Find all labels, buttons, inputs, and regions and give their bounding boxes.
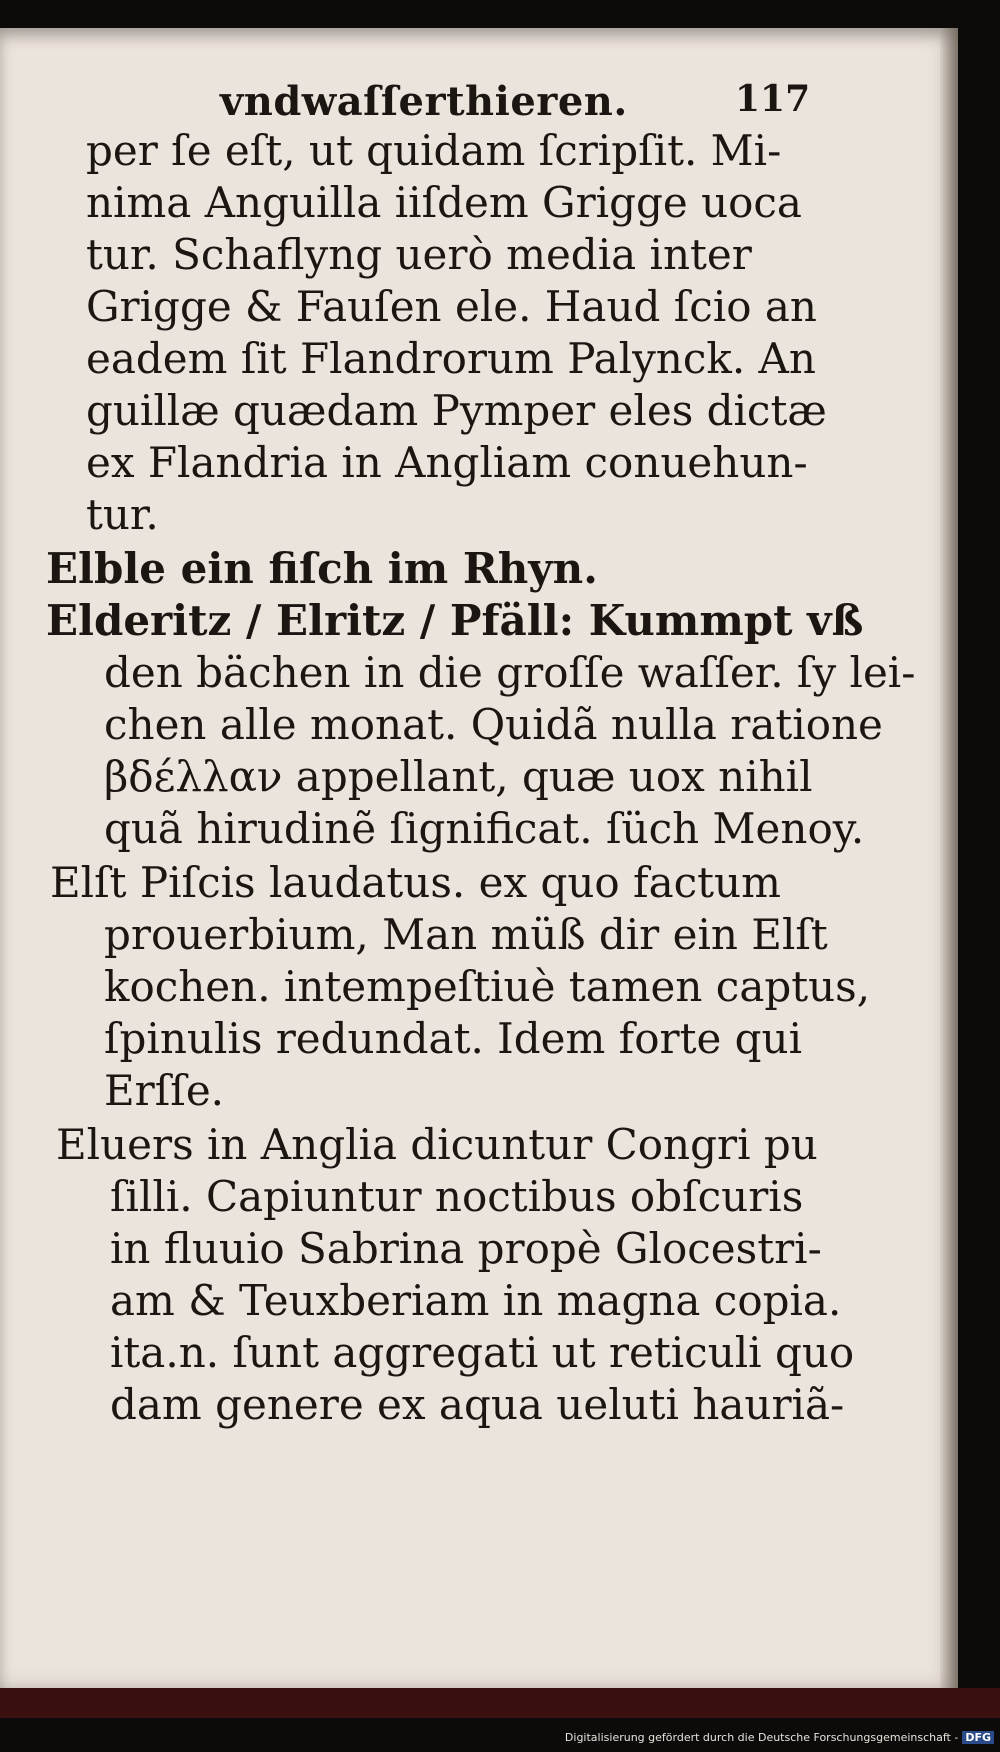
text-line: ita.n. ſunt aggregati ut reticuli quo: [110, 1328, 855, 1377]
text-line: eadem ſit Flandrorum Palynck. An: [86, 334, 816, 383]
running-header: vndwaſſerthieren.: [220, 78, 628, 125]
text-line: chen alle monat. Quidã nulla ratione: [104, 700, 883, 749]
text-line: tur.: [86, 490, 159, 539]
text-line: βδέλλαν appellant, quæ uox nihil: [104, 752, 813, 801]
text-line: Grigge & Fauſen ele. Haud ſcio an: [86, 282, 817, 331]
text-line: ſilli. Capiuntur noctibus obſcuris: [110, 1172, 804, 1221]
page-number: 117: [735, 78, 811, 120]
digitization-credit: [565, 1731, 994, 1744]
credit-text: Digitalisierung gefördert durch die Deutsche Forschungsgemeinschaft -: [564, 1731, 959, 1744]
dfg-logo: DFG: [962, 1731, 994, 1744]
text-line: Erſſe.: [104, 1066, 225, 1115]
text-line: prouerbium, Man müß dir ein Elſt: [104, 910, 828, 959]
text-line: kochen. intempeſtiuè tamen captus,: [104, 962, 871, 1011]
text-line: den bächen in die groſſe waſſer. ſy lei-: [104, 648, 916, 697]
text-line: ex Flandria in Angliam conuehun-: [86, 438, 808, 487]
text-line: in fluuio Sabrina propè Glocestri-: [110, 1224, 822, 1273]
entry-heading: Elble ein fiſch im Rhyn.: [46, 544, 598, 593]
text-line: nima Anguilla iiſdem Grigge uoca: [86, 178, 802, 227]
text-line: dam genere ex aqua ueluti hauriã-: [110, 1380, 845, 1429]
page-edge-shadow: [940, 28, 958, 1688]
text-line: guillæ quædam Pymper eles dictæ: [86, 386, 827, 435]
text-line: quã hirudinẽ ſignificat. ſüch Menoy.: [104, 804, 865, 853]
entry-heading: Elderitz / Elritz / Pfäll: Kummpt vß: [46, 596, 864, 645]
text-line: per ſe eſt, ut quidam ſcripſit. Mi-: [86, 126, 782, 175]
text-line: tur. Schaflyng uerò media inter: [86, 230, 752, 279]
entry-heading: Eluers in Anglia dicuntur Congri pu: [56, 1120, 818, 1169]
text-line: am & Teuxberiam in magna copia.: [110, 1276, 842, 1325]
bottom-band: [0, 1688, 1000, 1718]
entry-heading: Elſt Piſcis laudatus. ex quo factum: [50, 858, 781, 907]
text-line: ſpinulis redundat. Idem forte qui: [104, 1014, 803, 1063]
